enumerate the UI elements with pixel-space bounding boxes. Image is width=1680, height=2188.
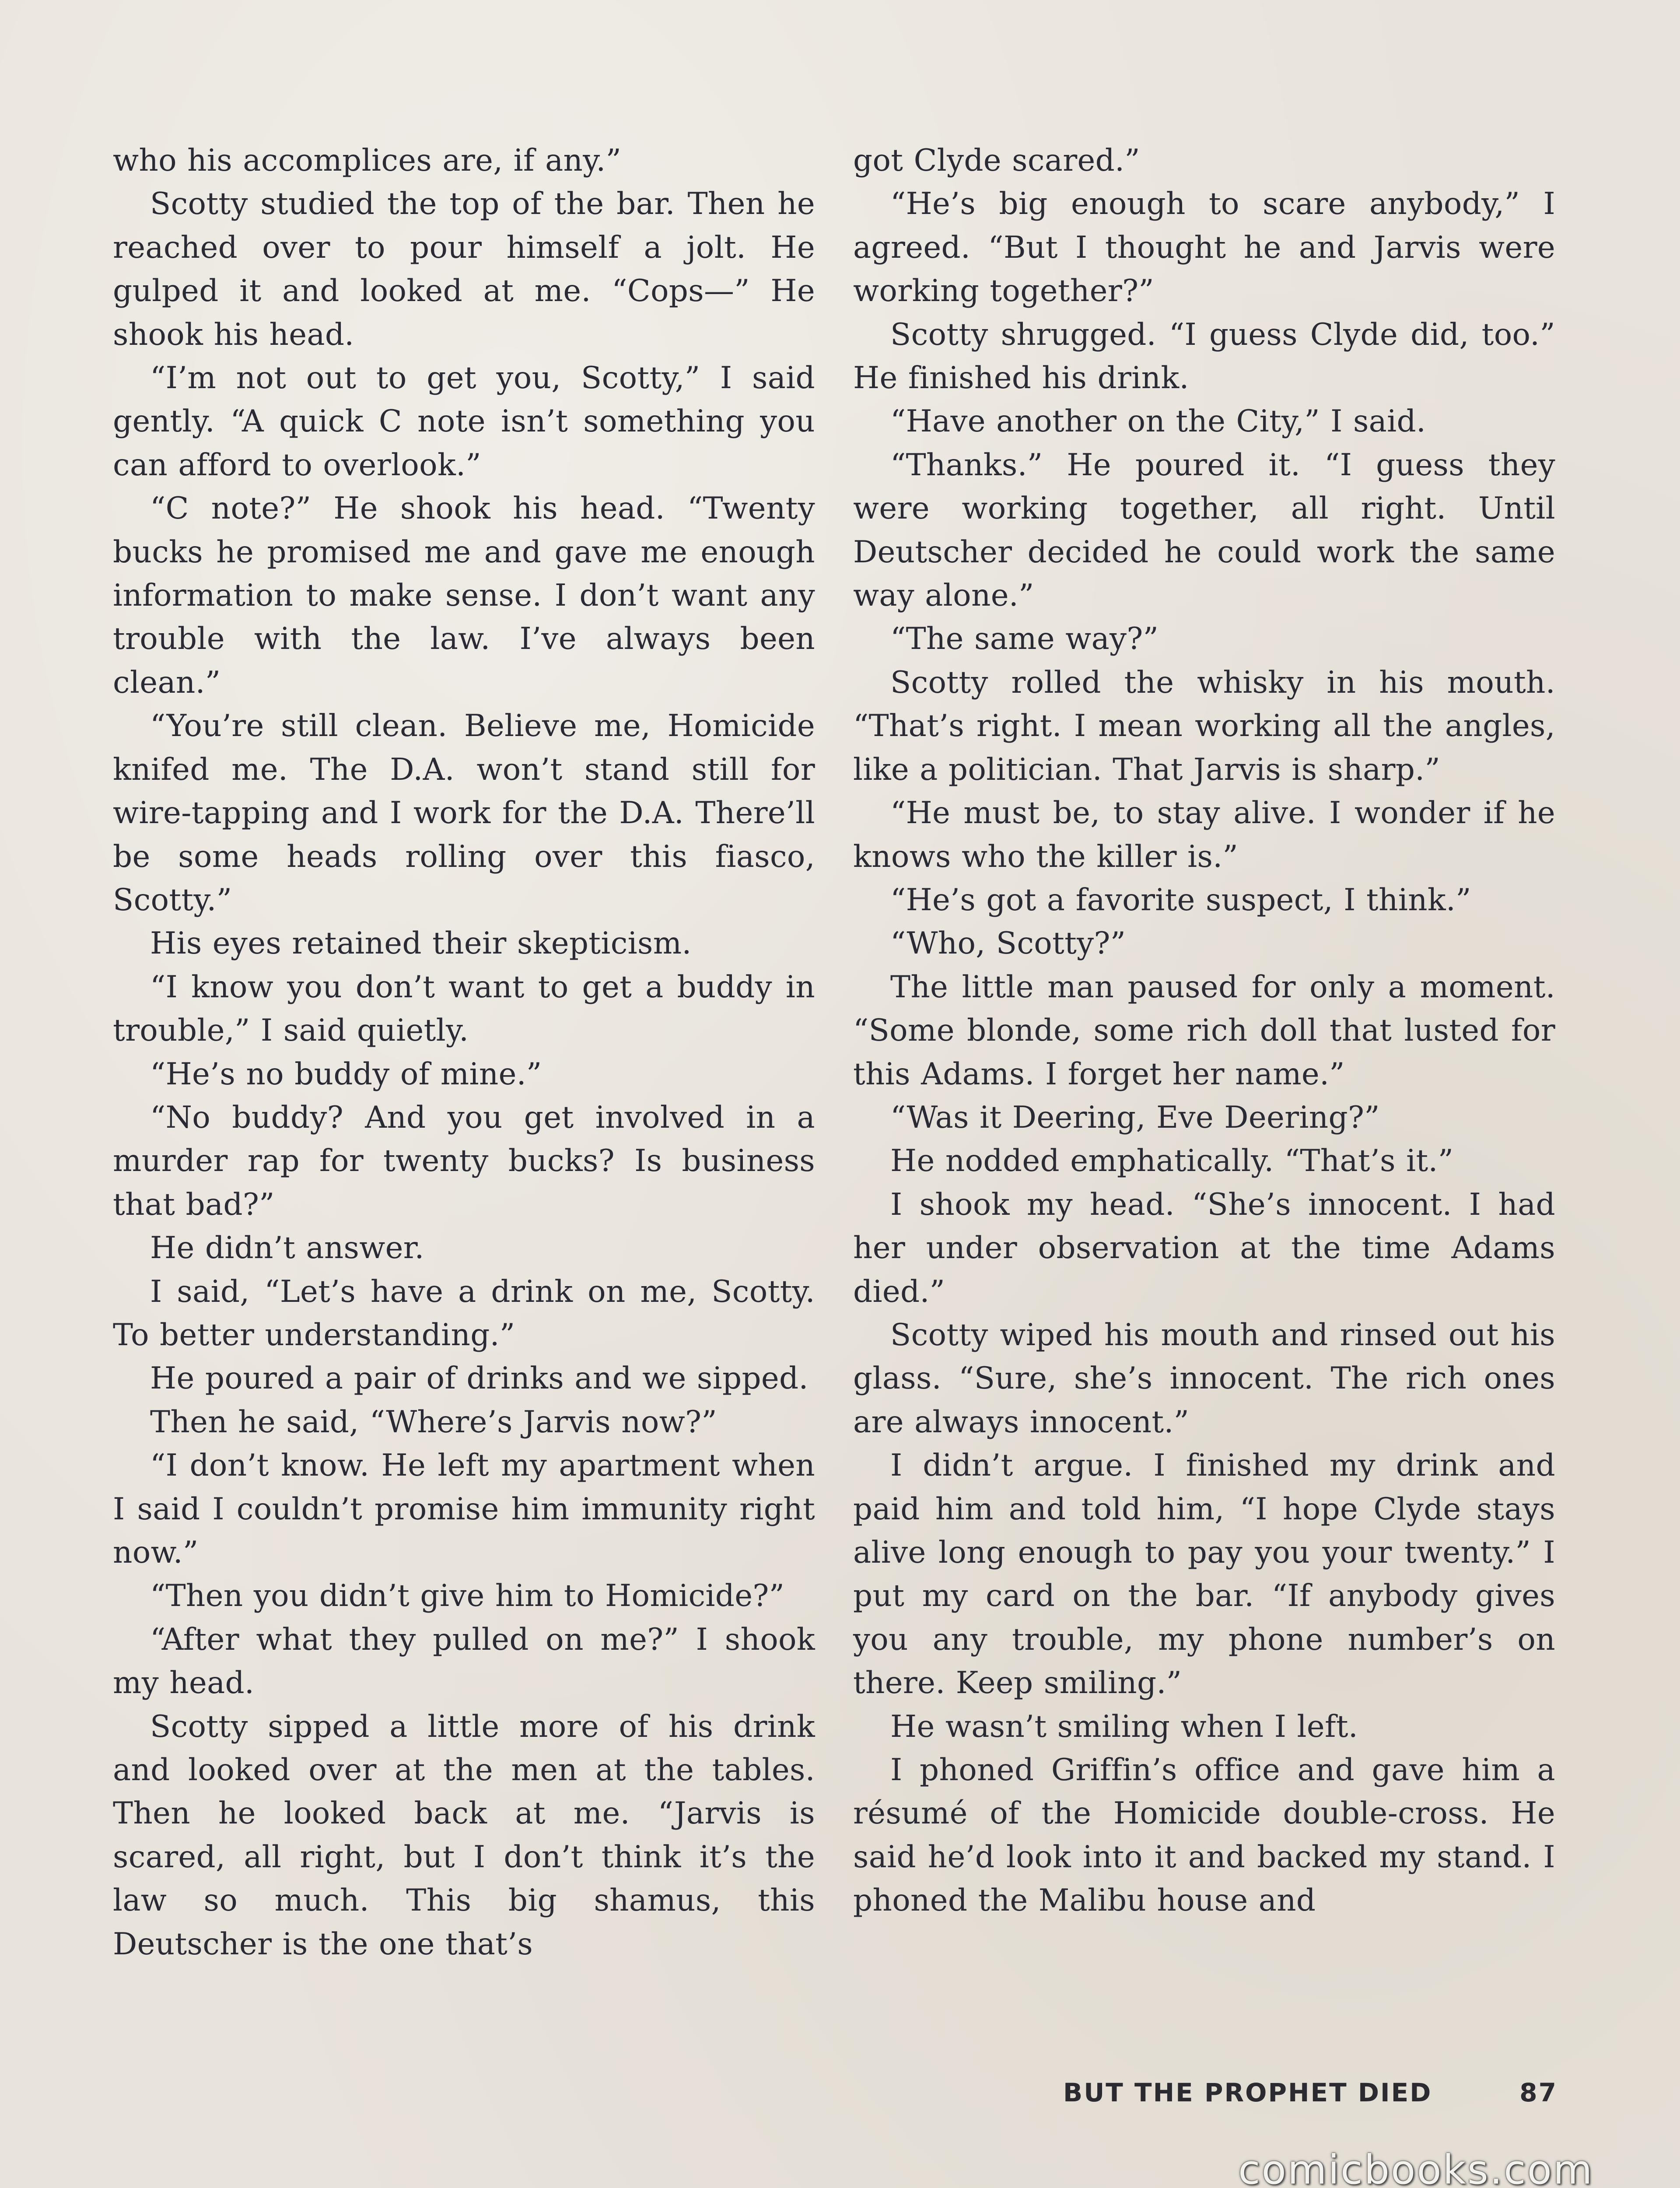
paragraph: “He’s no buddy of mine.” (150, 1056, 542, 1092)
paragraph: I said, “Let’s have a drink on me, Scotty. To better understanding.” (113, 1274, 815, 1353)
paragraph: Scotty studied the top of the bar. Then he reached over to pour himself a jolt. He gulped it and looked at me. “Cops—” He shook his head. (113, 186, 815, 352)
paragraph: Scotty sipped a little more of his drink and looked over at the men at the tables. Then he looked back at me. “Jarvis is scared, all right, but I don’t think it’s the law so much. This big shamus, this Deutscher is the one that’s (113, 1709, 815, 1962)
paragraph: “He must be, to stay alive. I wonder if he knows who the killer is.” (853, 796, 1555, 874)
paragraph: “Thanks.” He poured it. “I guess they were working together, all right. Until Deutscher decided he could work the same way alone.” (853, 447, 1555, 614)
paragraph: His eyes retained their skepticism. (150, 926, 692, 961)
paragraph: “No buddy? And you get involved in a murder rap for twenty bucks? Is business that bad?” (113, 1100, 815, 1222)
paragraph: “Then you didn’t give him to Homicide?” (150, 1578, 785, 1614)
paragraph: “You’re still clean. Believe me, Homicide knifed me. The D.A. won’t stand still for wire-tapping and I work for the D.A. There’ll be some heads rolling over this fiasco, Scotty.” (113, 708, 815, 918)
paragraph: He wasn’t smiling when I left. (890, 1709, 1358, 1744)
paragraph: He poured a pair of drinks and we sipped. (150, 1361, 808, 1396)
running-footer (1063, 2078, 1558, 2107)
paragraph: Scotty rolled the whisky in his mouth. “That’s right. I mean working all the angles, like a politician. That Jarvis is sharp.” (853, 665, 1555, 787)
paragraph: Then he said, “Where’s Jarvis now?” (150, 1404, 717, 1440)
paragraph: who his accomplices are, if any.” (113, 143, 622, 178)
paragraph: “He’s big enough to scare anybody,” I agreed. “But I thought he and Jarvis were working together?” (853, 186, 1555, 309)
paragraph: “Have another on the City,” I said. (890, 404, 1426, 439)
page-number: 87 (1519, 2078, 1558, 2107)
paragraph: “C note?” He shook his head. “Twenty bucks he promised me and gave me enough information to make sense. I don’t want any trouble with the law. I’ve always been clean.” (113, 491, 815, 700)
paragraph: “I know you don’t want to get a buddy in trouble,” I said quietly. (113, 969, 815, 1048)
paragraph: “I don’t know. He left my apartment when I said I couldn’t promise him immunity right now.” (113, 1448, 815, 1570)
paragraph: “He’s got a favorite suspect, I think.” (890, 882, 1471, 918)
paragraph: I didn’t argue. I finished my drink and paid him and told him, “I hope Clyde stays alive long enough to pay you your twenty.” I put my card on the bar. “If anybody gives you any trouble, my phone number’s on there. Keep smiling.” (853, 1448, 1555, 1701)
paragraph: I shook my head. “She’s innocent. I had her under observation at the time Adams died.” (853, 1187, 1555, 1309)
paragraph: “The same way?” (890, 621, 1159, 657)
paragraph: Scotty wiped his mouth and rinsed out his glass. “Sure, she’s innocent. The rich ones are always innocent.” (853, 1317, 1555, 1440)
paragraph: He didn’t answer. (150, 1231, 424, 1266)
right-text-column (853, 139, 1555, 1923)
paragraph: The little man paused for only a moment. “Some blonde, some rich doll that lusted for this Adams. I forget her name.” (853, 969, 1555, 1092)
left-text-column (113, 139, 815, 1966)
site-watermark: comicbooks.com (1238, 2146, 1594, 2188)
paragraph: “Who, Scotty?” (890, 926, 1126, 961)
paragraph: got Clyde scared.” (853, 143, 1140, 178)
paragraph: “I’m not out to get you, Scotty,” I said gently. “A quick C note isn’t something you can afford to overlook.” (113, 361, 815, 483)
paragraph: Scotty shrugged. “I guess Clyde did, too.” He finished his drink. (853, 317, 1555, 396)
paragraph: “Was it Deering, Eve Deering?” (890, 1100, 1380, 1135)
story-title: BUT THE PROPHET DIED (1063, 2078, 1432, 2107)
paragraph: “After what they pulled on me?” I shook my head. (113, 1622, 815, 1701)
paragraph: He nodded emphatically. “That’s it.” (890, 1143, 1454, 1179)
paragraph: I phoned Griffin’s office and gave him a résumé of the Homicide double-cross. He said he’d look into it and backed my stand. I phoned the Malibu house and (853, 1753, 1555, 1918)
